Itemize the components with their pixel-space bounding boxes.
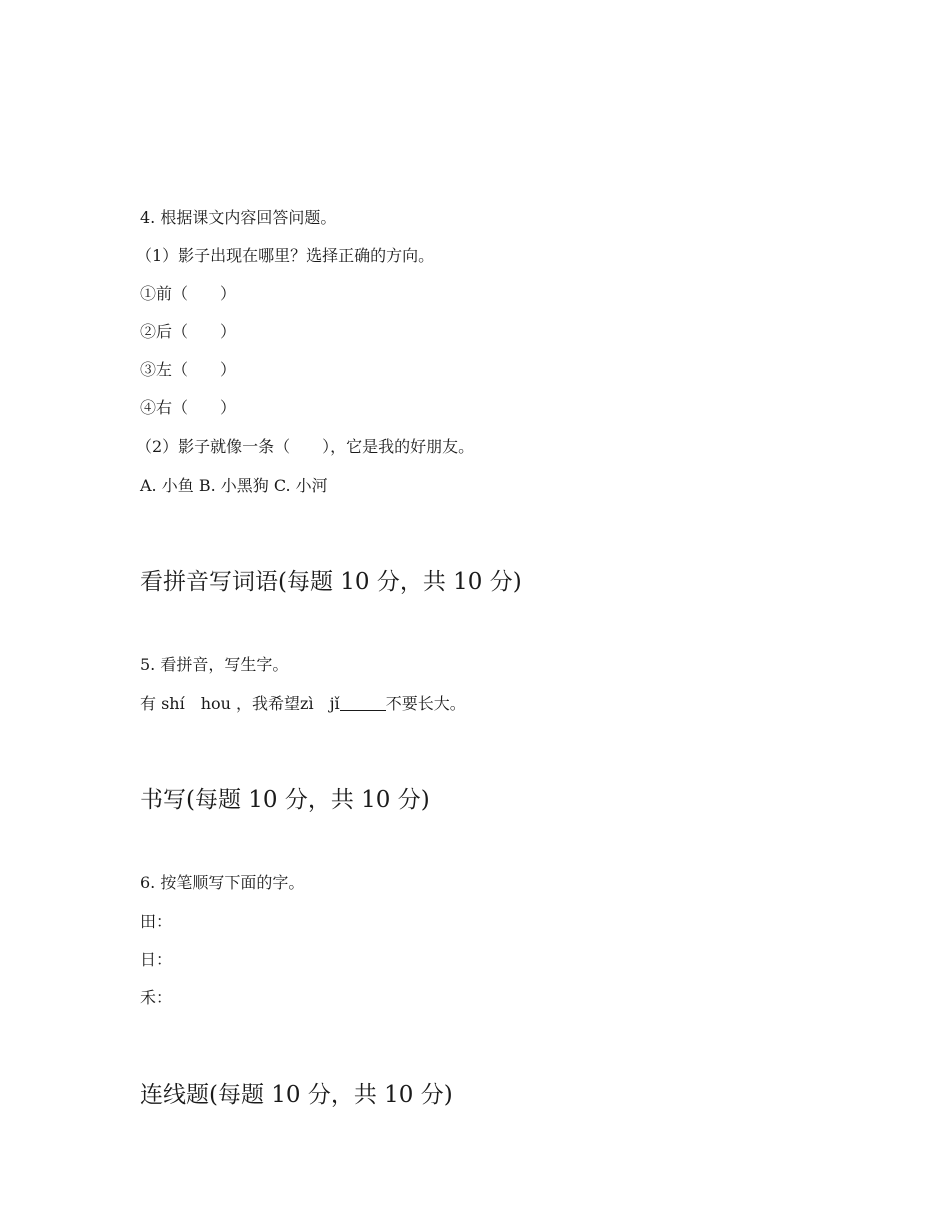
question-5-stem: 5. 看拼音，写生字。 — [140, 655, 289, 674]
question-4-stem: 4. 根据课文内容回答问题。 — [140, 208, 337, 227]
question-5-sentence-after: 不要长大。 — [385, 694, 466, 713]
section-heading-pinyin: 看拼音写词语(每题 10 分，共 10 分) — [140, 569, 522, 595]
question-4-choices: A. 小鱼 B. 小黑狗 C. 小河 — [140, 476, 328, 495]
question-6-char-3: 禾： — [140, 988, 173, 1007]
question-4-option-3: ③左（ ） — [140, 360, 237, 379]
section-heading-matching: 连线题(每题 10 分，共 10 分) — [140, 1082, 453, 1108]
question-4-sub2: （2）影子就像一条（ ），它是我的好朋友。 — [136, 437, 475, 456]
question-6-char-2: 日： — [140, 950, 173, 969]
question-4-sub1: （1）影子出现在哪里？选择正确的方向。 — [136, 246, 435, 265]
question-5-sentence-before: 有 shí hou ，我希望zì jǐ — [140, 694, 340, 713]
question-4-option-4: ④右（ ） — [140, 398, 237, 417]
question-4-option-1: ①前（ ） — [140, 284, 237, 303]
question-6-stem: 6. 按笔顺写下面的字。 — [140, 873, 305, 892]
question-5-sentence — [140, 694, 466, 714]
section-heading-writing: 书写(每题 10 分，共 10 分) — [140, 787, 430, 813]
question-4-option-2: ②后（ ） — [140, 322, 237, 341]
question-6-char-1: 田： — [140, 912, 173, 931]
answer-blank[interactable] — [340, 694, 386, 711]
